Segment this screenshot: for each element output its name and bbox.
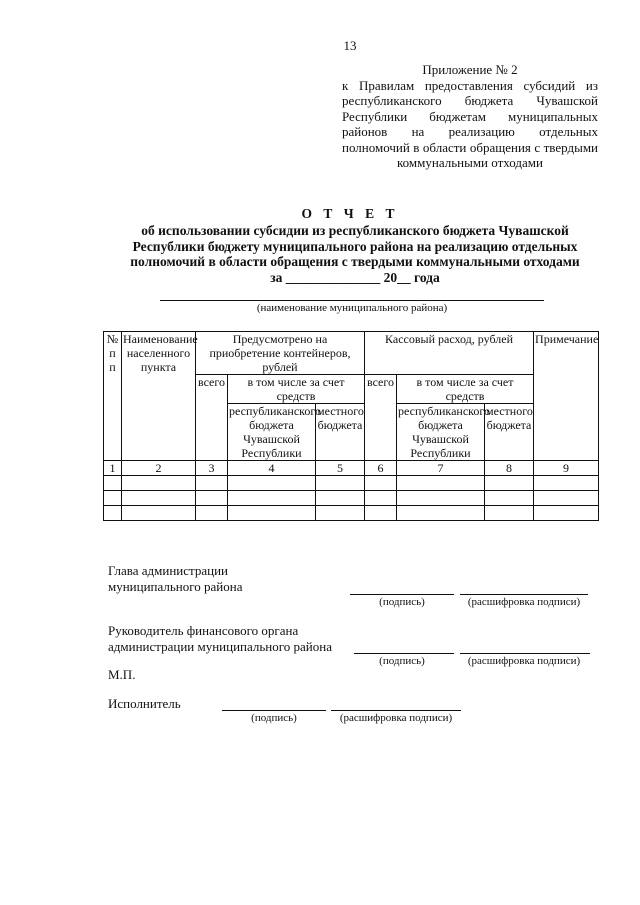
table-cell xyxy=(316,476,365,491)
header-planned-republic: республиканского бюджета Чувашской Республики xyxy=(229,404,321,460)
table-cell xyxy=(365,506,397,521)
table-cell xyxy=(104,506,122,521)
report-subtitle xyxy=(110,223,600,285)
column-number: 6 xyxy=(365,461,397,476)
fin-signature-caption: (подпись) xyxy=(379,655,425,667)
fin-decode-caption: (расшифровка подписи) xyxy=(467,655,581,667)
table-cell xyxy=(122,491,196,506)
head-label-line: Глава администрации xyxy=(108,563,229,578)
column-number: 3 xyxy=(196,461,228,476)
executor-signature-line xyxy=(222,710,326,711)
table-cell xyxy=(316,491,365,506)
table-cell xyxy=(485,506,534,521)
column-number: 1 xyxy=(104,461,122,476)
table-cell xyxy=(534,506,599,521)
column-number: 4 xyxy=(228,461,316,476)
header-settlement: Наименование населенного пункта xyxy=(122,332,196,461)
fin-signature-label xyxy=(108,623,332,655)
header-planned: Предусмотрено на приобретение контейнеров, рублей xyxy=(196,332,365,375)
column-number: 9 xyxy=(534,461,599,476)
table-cell xyxy=(228,476,316,491)
table-row xyxy=(104,491,599,506)
table-cell xyxy=(397,476,485,491)
table-cell xyxy=(122,476,196,491)
appendix-block xyxy=(342,62,598,171)
table-cell xyxy=(365,491,397,506)
executor-label: Исполнитель xyxy=(108,696,181,711)
table-cell xyxy=(485,476,534,491)
report-period-line: за ______________ 20__ года xyxy=(270,269,440,285)
table-cell xyxy=(228,506,316,521)
executor-decode-caption: (расшифровка подписи) xyxy=(339,712,453,724)
header-cash: Кассовый расход, рублей xyxy=(365,332,534,375)
table-cell xyxy=(534,476,599,491)
report-subtitle-line: полномочий в области обращения с твердыми коммунальными отходами xyxy=(130,254,580,269)
table-cell xyxy=(316,506,365,521)
head-decode-line xyxy=(460,594,588,595)
header-planned-total: всего xyxy=(196,375,228,461)
table-row xyxy=(104,476,599,491)
column-number: 2 xyxy=(122,461,196,476)
head-label-line: муниципального района xyxy=(108,579,243,594)
table-cell xyxy=(196,476,228,491)
head-signature-line xyxy=(350,594,454,595)
fin-label-line: администрации муниципального района xyxy=(108,639,332,654)
municipality-fill-line xyxy=(160,300,544,301)
page-number: 13 xyxy=(343,38,357,53)
column-number-row xyxy=(104,461,599,476)
header-note: Примечание xyxy=(534,332,599,461)
executor-decode-line xyxy=(331,710,461,711)
table-cell xyxy=(122,506,196,521)
fin-signature-line xyxy=(354,653,454,654)
table-cell xyxy=(228,491,316,506)
report-subtitle-line: об использовании субсидии из республиканского бюджета Чувашской xyxy=(141,223,569,238)
table-cell xyxy=(104,476,122,491)
column-number: 5 xyxy=(316,461,365,476)
report-subtitle-line: Республики бюджету муниципального района на реализацию отдельных xyxy=(132,238,578,254)
header-planned-incl: в том числе за счет средств xyxy=(228,375,365,404)
header-cash-local: местного бюджета xyxy=(485,404,534,461)
head-signature-label xyxy=(108,563,242,595)
table-cell xyxy=(485,491,534,506)
header-cash-total: всего xyxy=(365,375,397,461)
fin-label-line: Руководитель финансового органа xyxy=(108,623,299,638)
head-decode-caption: (расшифровка подписи) xyxy=(467,596,581,608)
table-cell xyxy=(534,491,599,506)
table-cell xyxy=(397,491,485,506)
municipality-caption: (наименование муниципального района) xyxy=(256,302,448,314)
column-number: 7 xyxy=(397,461,485,476)
report-title: О Т Ч Е Т xyxy=(301,206,399,221)
fin-decode-line xyxy=(460,653,590,654)
stamp-label: М.П. xyxy=(108,667,136,682)
head-signature-caption: (подпись) xyxy=(379,596,425,608)
appendix-title: Приложение № 2 xyxy=(422,62,518,77)
header-planned-local: местного бюджета xyxy=(316,404,365,461)
header-cash-incl: в том числе за счет средств xyxy=(397,375,534,404)
executor-signature-caption: (подпись) xyxy=(251,712,297,724)
header-num: № п п xyxy=(104,332,122,461)
column-number: 8 xyxy=(485,461,534,476)
table-cell xyxy=(196,491,228,506)
table-cell xyxy=(397,506,485,521)
header-cash-republic: республиканского бюджета Чувашской Республики xyxy=(398,404,490,460)
appendix-body: к Правилам предоставления субсидий из республиканского бюджета Чувашской Республики бюджетам муниципальных районов на реализацию отдельных полномочий в области обращения с твердыми коммунальными отходами xyxy=(342,77,598,170)
table-cell xyxy=(196,506,228,521)
table-cell xyxy=(365,476,397,491)
table-row xyxy=(104,506,599,521)
table-cell xyxy=(104,491,122,506)
report-table xyxy=(103,331,599,521)
